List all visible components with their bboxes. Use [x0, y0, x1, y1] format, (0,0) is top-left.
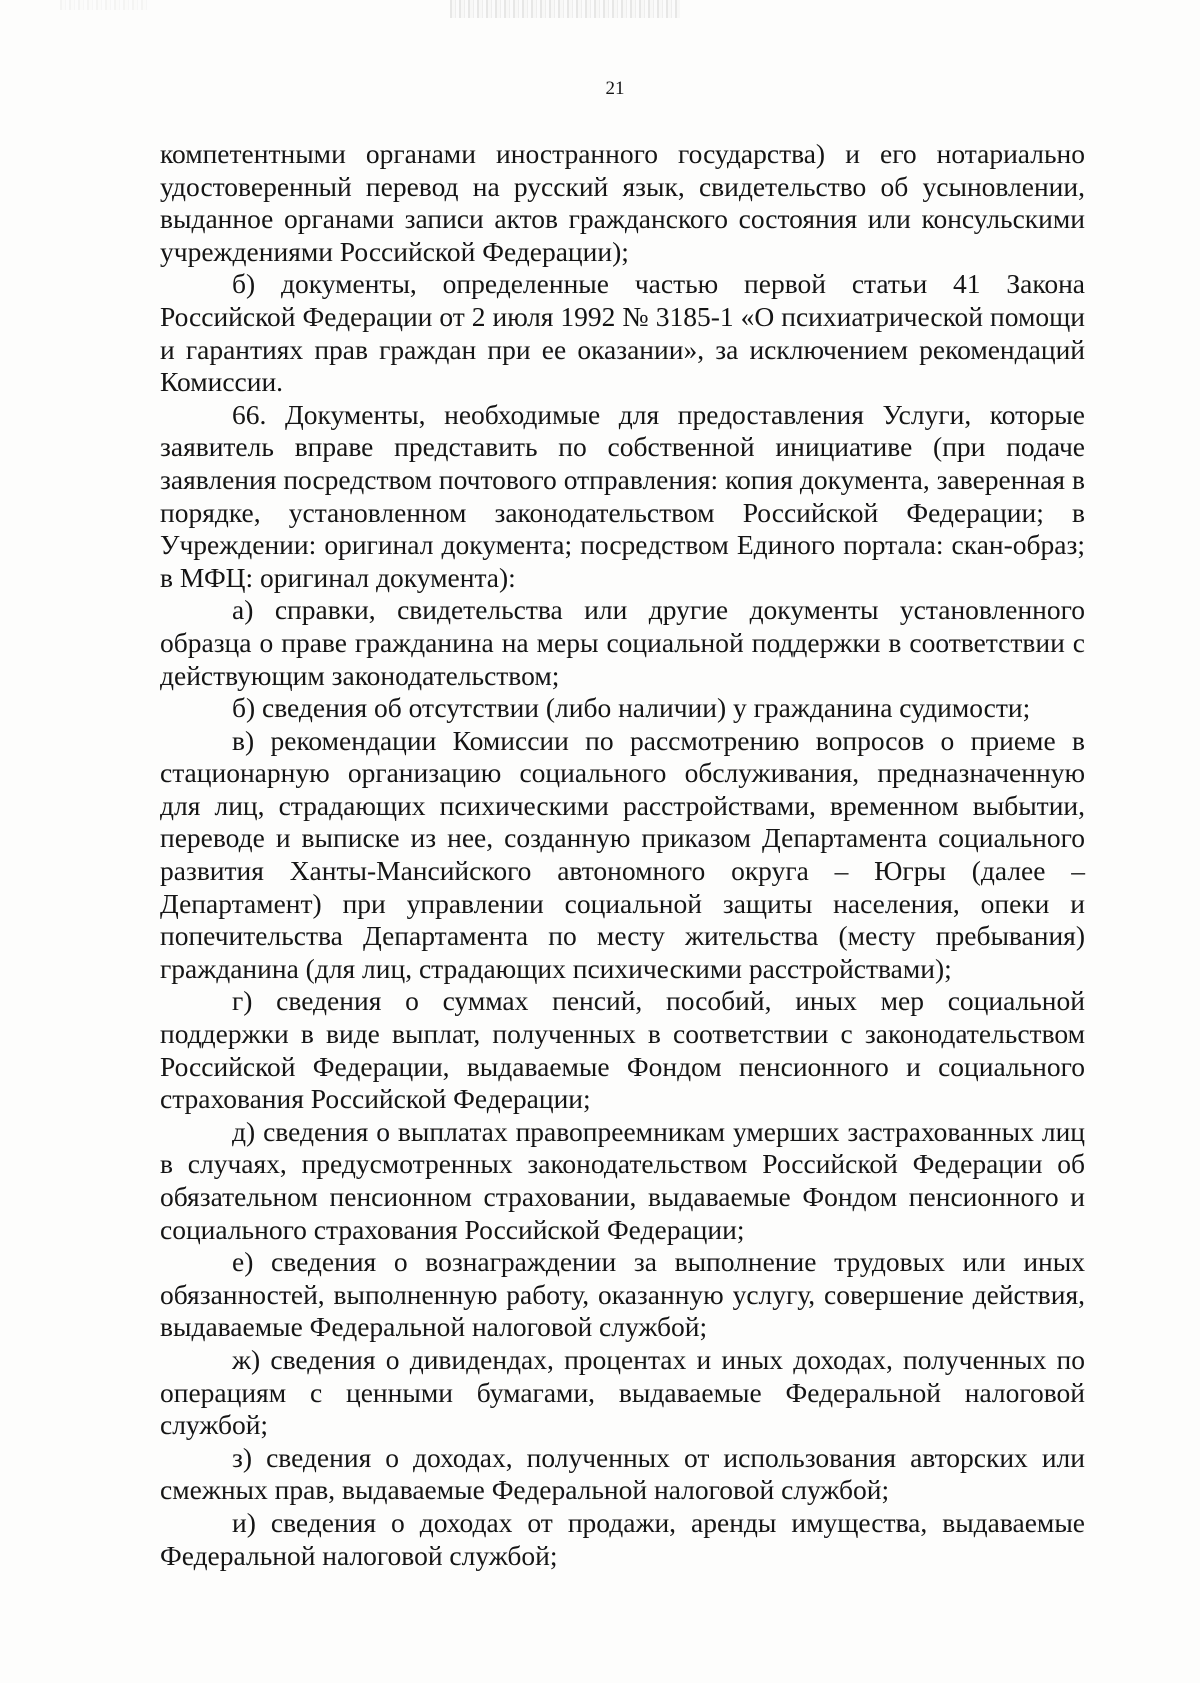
- page-number: 21: [605, 78, 625, 99]
- paragraph-item-a: а) справки, свидетельства или другие документы установленного образца о праве гражданина на меры социальной поддержки в соответствии с действующим законодательством;: [160, 594, 1085, 691]
- paragraph-item-zh: ж) сведения о дивидендах, процентах и иных доходах, полученных по операциям с ценными бумагами, выдаваемые Федеральной налоговой службой;: [160, 1343, 1085, 1441]
- document-body: [160, 138, 1085, 1572]
- paragraph-item-b-documents: б) документы, определенные частью первой статьи 41 Закона Российской Федерации от 2 июля 1992 № 3185-1 «О психиатрической помощи и гарантиях прав граждан при ее оказании», за исключением рекомендаций Комиссии.: [160, 268, 1085, 398]
- paragraph-item-e: е) сведения о вознаграждении за выполнение трудовых или иных обязанностей, выполненную работу, оказанную услугу, совершение действия, выдаваемые Федеральной налоговой службой;: [160, 1246, 1085, 1343]
- scan-artifact: [450, 0, 680, 18]
- paragraph-continuation: компетентными органами иностранного государства) и его нотариально удостоверенный перевод на русский язык, свидетельство об усыновлении, выданное органами записи актов гражданского состояния или консульскими учреждениями Российской Федерации);: [160, 138, 1085, 267]
- scan-artifact-left: [60, 0, 150, 10]
- paragraph-item-v: в) рекомендации Комиссии по рассмотрению вопросов о приеме в стационарную организацию социального обслуживания, предназначенную для лиц, страдающих психическими расстройствами, временном выбытии, переводе и выписке из нее, созданную приказом Департамента социального развития Ханты-Мансийского автономного округа – Югры (далее – Департамент) при управлении социальной защиты населения, опеки и попечительства Департамента по месту жительства (месту пребывания) гражданина (для лиц, страдающих психическими расстройствами);: [160, 724, 1085, 984]
- paragraph-item-i: и) сведения о доходах от продажи, аренды имущества, выдаваемые Федеральной налоговой службой;: [160, 1506, 1085, 1571]
- paragraph-item-g: г) сведения о суммах пенсий, пособий, иных мер социальной поддержки в виде выплат, полученных в соответствии с законодательством Российской Федерации, выдаваемые Фондом пенсионного и социального страхования Российской Федерации;: [160, 985, 1085, 1115]
- paragraph-66: 66. Документы, необходимые для предоставления Услуги, которые заявитель вправе представить по собственной инициативе (при подаче заявления посредством почтового отправления: копия документа, заверенная в порядке, установленном законодательством Российской Федерации; в Учреждении: оригинал документа; посредством Единого портала: скан-образ; в МФЦ: оригинал документа):: [160, 398, 1085, 593]
- paragraph-item-z: з) сведения о доходах, полученных от использования авторских или смежных прав, выдаваемые Федеральной налоговой службой;: [160, 1441, 1085, 1506]
- paragraph-item-d: д) сведения о выплатах правопреемникам умерших застрахованных лиц в случаях, предусмотренных законодательством Российской Федерации об обязательном пенсионном страховании, выдаваемые Фондом пенсионного и социального страхования Российской Федерации;: [160, 1115, 1085, 1245]
- paragraph-item-b: б) сведения об отсутствии (либо наличии) у гражданина судимости;: [232, 692, 1031, 724]
